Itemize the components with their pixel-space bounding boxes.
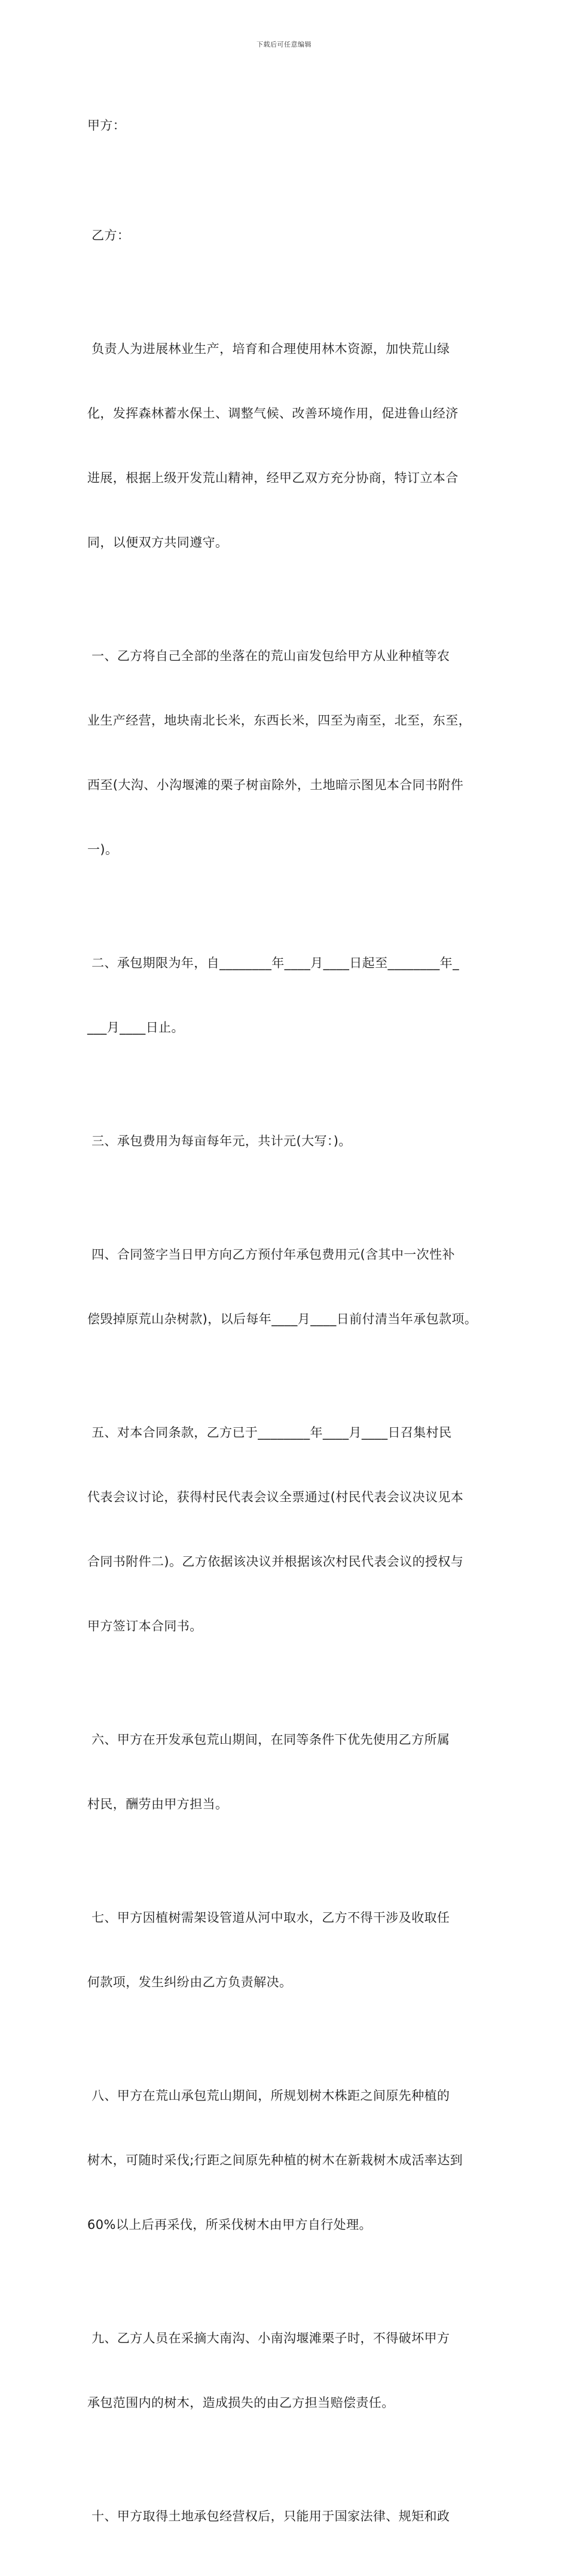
text-line: 代表会议讨论，获得村民代表会议全票通过(村民代表会议决议见本: [87, 1490, 464, 1504]
text-line: 同，以便双方共同遵守。: [87, 535, 228, 550]
text-line: 七、甲方因植树需架设管道从河中取水，乙方不得干涉及收取任: [87, 1910, 450, 1925]
text-line: 树木，可随时采伐;行距之间原先种植的树木在新栽树木成活率达到: [87, 2153, 463, 2167]
text-line: 承包范围内的树木，造成损失的由乙方担当赔偿责任。: [87, 2396, 395, 2410]
text-line: 十、甲方取得土地承包经营权后，只能用于国家法律、规矩和政: [87, 2509, 450, 2523]
clause-2: [87, 909, 484, 1081]
clause-3: [87, 1087, 484, 1195]
text-line: 三、承包费用为每亩每年元，共计元(大写：)。: [87, 1134, 352, 1148]
text-line: 一)。: [87, 842, 118, 857]
text-line: 甲方：: [87, 118, 126, 133]
text-line: 偿毁掉原荒山杂树款)，以后每年____月____日前付清当年承包款项。: [87, 1312, 478, 1326]
page-header: 下载后可任意编辑: [256, 41, 312, 48]
clause-6: [87, 1686, 484, 1858]
text-line: 村民，酬劳由甲方担当。: [87, 1797, 228, 1811]
text-line: 一、乙方将自己全部的坐落在的荒山亩发包给甲方从业种植等农: [87, 649, 450, 663]
text-line: ___月____日止。: [87, 1020, 184, 1035]
contract-body: [87, 72, 484, 2576]
text-line: 四、合同签字当日甲方向乙方预付年承包费用元(含其中一次性补: [87, 1247, 455, 1262]
clause-5: [87, 1379, 484, 1680]
clause-9: [87, 2284, 484, 2457]
text-line: 乙方：: [87, 228, 130, 243]
party-b-line: [87, 182, 484, 289]
text-line: 二、承包期限为年，自________年____月____日起至________年_: [87, 956, 459, 970]
clause-10: [87, 2462, 484, 2570]
text-line: 九、乙方人员在采摘大南沟、小南沟堰滩栗子时，不得破坏甲方: [87, 2331, 450, 2345]
clause-1: [87, 602, 484, 903]
text-line: 60%以上后再采伐，所采伐树木由甲方自行处理。: [87, 2218, 372, 2232]
text-line: 进展，根据上级开发荒山精神，经甲乙双方充分协商，特订立本合: [87, 471, 459, 485]
preamble-paragraph: [87, 295, 484, 596]
text-line: 业生产经营，地块南北长米，东西长米，四至为南至，北至，东至，: [87, 713, 471, 728]
clause-4: [87, 1201, 484, 1373]
text-line: 五、对本合同条款，乙方已于________年____月____日召集村民: [87, 1425, 452, 1440]
clause-8: [87, 2042, 484, 2278]
text-line: 六、甲方在开发承包荒山期间，在同等条件下优先使用乙方所属: [87, 1732, 450, 1747]
text-line: 何款项，发生纠纷由乙方负责解决。: [87, 1975, 292, 1989]
text-line: 八、甲方在荒山承包荒山期间，所规划树木株距之间原先种植的: [87, 2089, 450, 2103]
party-a-line: [87, 72, 484, 179]
clause-7: [87, 1864, 484, 2036]
text-line: 西至(大沟、小沟堰滩的栗子树亩除外，土地暗示图见本合同书附件: [87, 778, 464, 792]
text-line: 甲方签订本合同书。: [87, 1619, 203, 1633]
text-line: 合同书附件二)。乙方依据该决议并根据该次村民代表会议的授权与: [87, 1554, 464, 1569]
text-line: 负责人为进展林业生产，培育和合理使用林木资源，加快荒山绿: [87, 342, 450, 356]
text-line: 化，发挥森林蓄水保土、调整气候、改善环境作用，促进鲁山经济: [87, 406, 459, 421]
